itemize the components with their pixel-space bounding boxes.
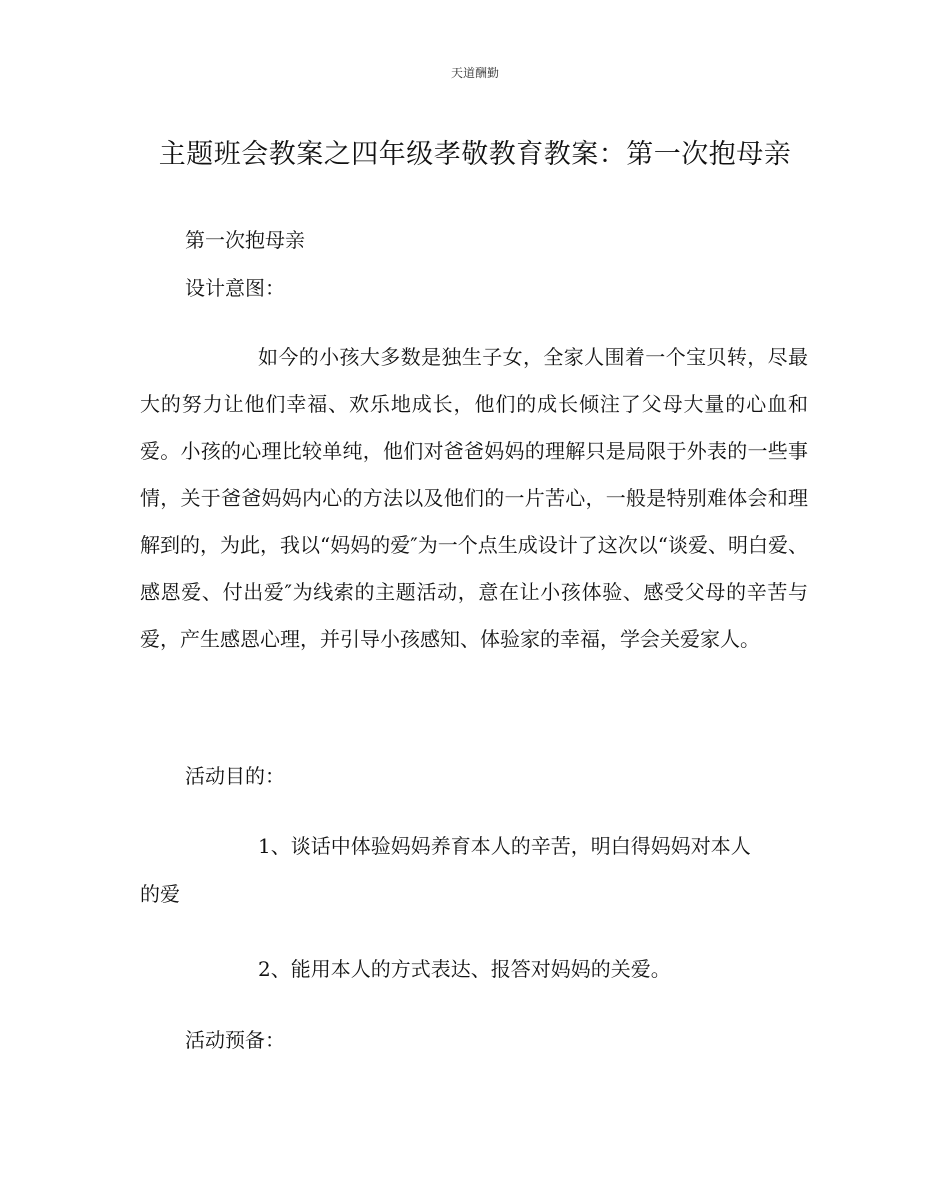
subtitle: 第一次抱母亲 xyxy=(185,228,305,252)
goal-1-line-2: 的爱 xyxy=(140,882,180,906)
goals-heading: 活动目的： xyxy=(185,764,285,788)
goal-2: 2、能用本人的方式表达、报答对妈妈的关爱。 xyxy=(258,957,671,981)
goal-1-line-1: 1、谈话中体验妈妈养育本人的辛苦，明白得妈妈对本人 xyxy=(258,834,751,858)
design-intent-paragraph: 如今的小孩大多数是独生子女，全家人围着一个宝贝转，尽最大的努力让他们幸福、欢乐地成长，他们的成长倾注了父母大量的心血和爱。小孩的心理比较单纯，他们对爸爸妈妈的理解只是局限于外表的一些事情，关于爸爸妈妈内心的方法以及他们的一片苦心，一般是特别难体会和理解到的，为此，我以“妈妈的爱″为一个点生成设计了这次以“谈爱、明白爱、感恩爱、付出爱″为线索的主题活动，意在让小孩体验、感受父母的辛苦与爱，产生感恩心理，并引导小孩感知、体验家的幸福，学会关爱家人。 xyxy=(140,345,808,651)
prep-heading: 活动预备： xyxy=(185,1028,285,1052)
design-intent-heading: 设计意图： xyxy=(185,276,285,300)
document-title: 主题班会教案之四年级孝敬教育教案：第一次抱母亲 xyxy=(158,139,792,170)
running-header: 天道酬勤 xyxy=(450,66,499,80)
